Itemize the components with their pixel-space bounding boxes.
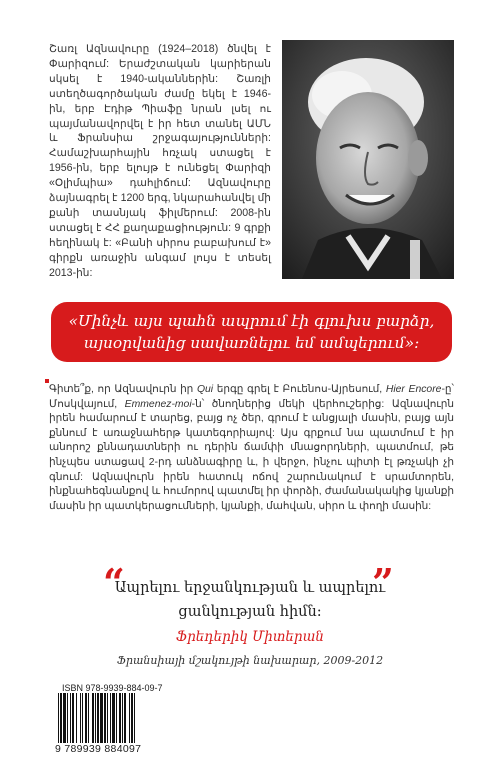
open-quote-icon: “ [103, 560, 125, 605]
body-text-4: -ն՝ ծնողներից մեկի վերհուշերից: Ազնավուրն իրեն համարում է տարեց, բայց ոչ ծեր, գրում է անցյալի մասին, բայց այն քննում է առաջնահերթ կատեգորիայով: Այս գրքում նա պատմում է իր անորոշ քննադատների ու դերին ճամփի մնացորդների, պատմում, թե ինչպես ստացավ 2-րդ անձնագիրը և, ի վերջո, ինչու պիտի էլ թռչակի չի գնում: Ազնավուրն իրեն հատուկ ոճով շարունակում է սրամտորեն, ինքնահեգնանքով և հումորով պատմել իր փորձի, ժամանակակից կյանքի մասին իր պատկերացումների, կյանքի, մահվան, սիրո և փողի մասին: [49, 398, 454, 512]
song-title-emmenez-moi: Emmenez-moi [124, 398, 192, 410]
quote-line-1: Ապրելու երջանկության և ապրելու [114, 580, 386, 596]
description-text [49, 383, 454, 514]
body-text-2: երգը գրել է Բուենոս-Այրեսում, [213, 384, 386, 395]
banner-line-1: «Մինչև այս պահն ապրում էի գլուխս բարձր, [68, 312, 435, 330]
author-bio: Շառլ Ազնավուրը (1924–2018) ծնվել է Փարիզում: Երաժշտական կարիերան սկսել է 1940-ականներին: Շառլի ստեղծագործական ժամը եկել է 1946-ին, երբ Էդիթ Պիաֆը նրան լսել ու պայմանավորվել է իր հետ տանել ԱՄՆ և Ֆրանսիա շրջագայությունների: Համաշխարհային հռչակ ստացել է 1956-ին, երբ ելույթ է ունեցել Փարիզի «Օլիմպիա» դահլիճում: Ազնավուրը ձայնագրել է 1200 երգ, նկարահանվել մի քանի տասնյակ ֆիլմերում: 2008-ին ստացել է ՀՀ քաղաքացիություն: 9 գրքի հեղինակ է: «Բանի սիրոս բաբախում է» գիրքն առաջին անգամ լույս է տեսել 2013-ին: [49, 43, 271, 279]
song-title-qui: Qui [196, 384, 214, 395]
barcode-digits: 9 789939 884097 [55, 743, 142, 755]
quote-author-role: Ֆրանսիայի մշակույթի նախարար, 2009-2012 [116, 654, 384, 667]
author-photo [282, 40, 454, 279]
banner-line-2: այսօրվանից սավառնելու եմ ամպերում»: [83, 334, 420, 352]
isbn-label: ISBN 978-9939-884-09-7 [62, 683, 163, 693]
body-text-3: -ը՝ Մոսկվայում, [49, 384, 454, 410]
body-text-1: Գիտե՞ք, որ Ազնավուրն իր [49, 384, 197, 395]
barcode-image [57, 693, 159, 743]
author-portrait-image [282, 40, 454, 279]
quote-banner [51, 302, 452, 362]
song-title-hier-encore: Hier Encore [385, 384, 442, 395]
close-quote-icon: ” [372, 560, 394, 605]
quote-line-2: ցանկության հիմն: [178, 604, 322, 620]
quote-author: Ֆրեդերիկ Միտերան [176, 629, 324, 645]
